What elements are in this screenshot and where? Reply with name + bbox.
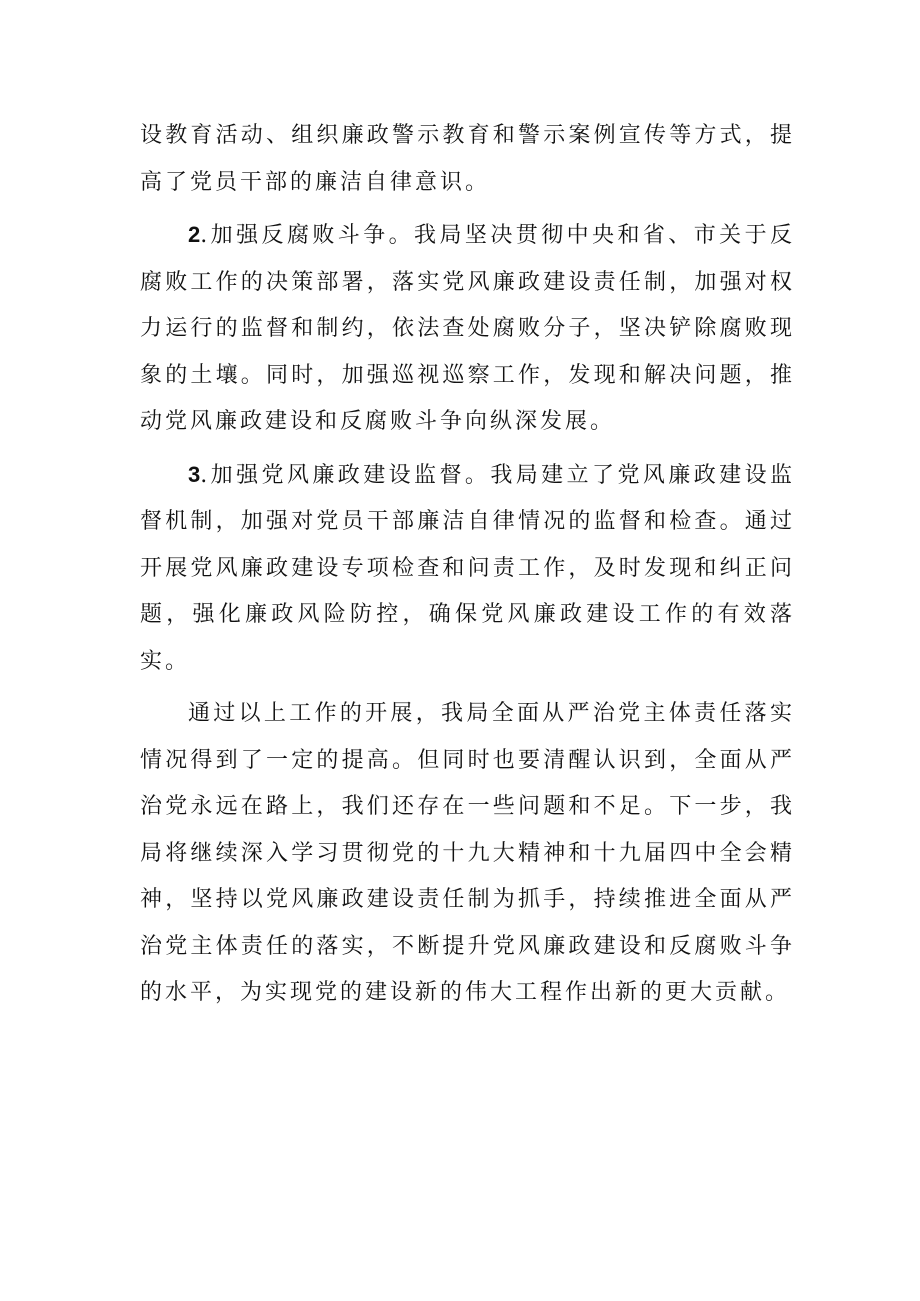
- paragraph-text: .加强党风廉政建设监督。我局建立了党风廉政建设监督机制，加强对党员干部廉洁自律情况的监督和检查。通过开展党风廉政建设专项检查和问责工作，及时发现和纠正问题，强化廉政风险防控，确保党风廉政建设工作的有效落实。: [140, 462, 795, 674]
- list-number: 2: [188, 222, 201, 247]
- paragraph-text: .加强反腐败斗争。我局坚决贯彻中央和省、市关于反腐败工作的决策部署，落实党风廉政建设责任制，加强对权力运行的监督和制约，依法查处腐败分子，坚决铲除腐败现象的土壤。同时，加强巡视巡察工作，发现和解决问题，推动党风廉政建设和反腐败斗争向纵深发展。: [140, 223, 795, 434]
- list-number: 3: [188, 461, 201, 487]
- paragraph-item-2: [140, 212, 795, 446]
- paragraph-item-3: [140, 452, 795, 686]
- document-body: [140, 113, 795, 1023]
- paragraph-continuation: [140, 113, 795, 206]
- paragraph-text: 设教育活动、组织廉政警示教育和警示案例宣传等方式，提高了党员干部的廉洁自律意识。: [140, 123, 795, 195]
- paragraph-text: 通过以上工作的开展，我局全面从严治党主体责任落实情况得到了一定的提高。但同时也要清醒认识到，全面从严治党永远在路上，我们还存在一些问题和不足。下一步，我局将继续深入学习贯彻党的十九大精神和十九届四中全会精神，坚持以党风廉政建设责任制为抓手，持续推进全面从严治党主体责任的落实，不断提升党风廉政建设和反腐败斗争的水平，为实现党的建设新的伟大工程作出新的更大贡献。: [140, 701, 795, 1005]
- paragraph-conclusion: [140, 691, 795, 1017]
